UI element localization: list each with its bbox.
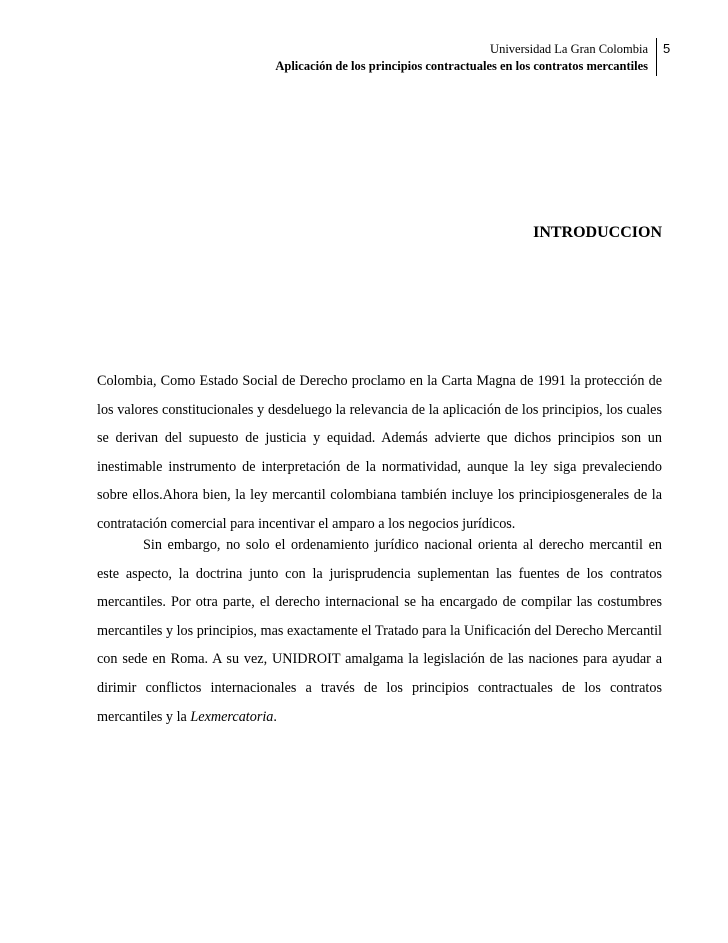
lexmercatoria-term: Lexmercatoria <box>190 708 274 725</box>
paragraph-1: Colombia, Como Estado Social de Derecho proclamo en la Carta Magna de 1991 la protección de los valores constitucionales y desdeluego la relevancia de la aplicación de los principios, los cuales se derivan del supuesto de justicia y equidad. Además advierte que dichos principios son un inestimable instrumento de interpretación de la normatividad, aunque la ley siga prevaleciendo sobre ellos.Ahora bien, la ley mercantil colombiana también incluye los principiosgenerales de la contratación comercial para incentivar el amparo a los negocios jurídicos. <box>97 373 662 532</box>
header-document-subtitle: Aplicación de los principios contractuales en los contratos mercantiles <box>275 59 648 73</box>
header-university-name: Universidad La Gran Colombia <box>490 42 648 56</box>
paragraph-2-ending: . <box>273 708 277 725</box>
paragraph-2-text: Sin embargo, no solo el ordenamiento jurídico nacional orienta al derecho mercantil en este aspecto, la doctrina junto con la jurisprudencia suplementan las fuentes de los contratos mercantiles. Por otra parte, el derecho internacional se ha encargado de compilar las costumbres mercantiles y los principios, mas exactamente el Tratado para la Unificación del Derecho Mercantil con sede en Roma. A su vez, UNIDROIT amalgama la legislación de las naciones para ayudar a dirimir conflictos internacionales a través de los principios contractuales de los contratos mercantiles y la <box>97 537 662 725</box>
page-number: 5 <box>663 41 671 56</box>
paragraph-2 <box>97 531 662 731</box>
section-title: INTRODUCCION <box>533 224 662 241</box>
header-divider <box>656 38 657 76</box>
